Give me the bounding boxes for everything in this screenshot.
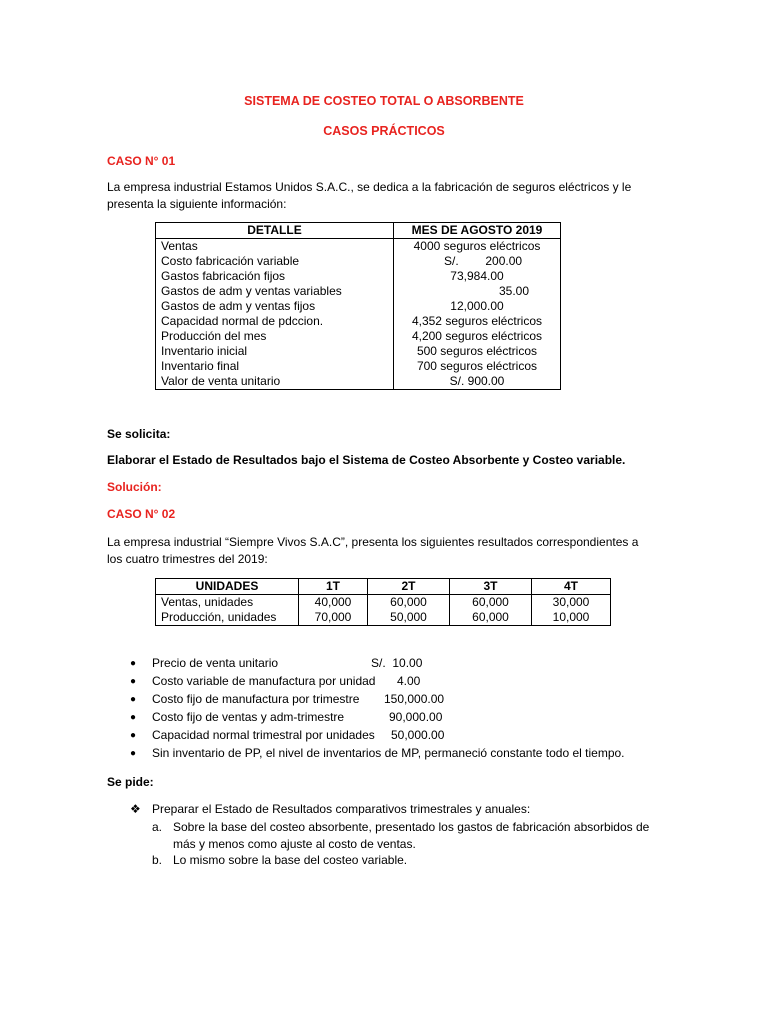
- table-cell: 60,000: [368, 595, 450, 611]
- table-cell: Costo fabricación variable: [156, 254, 394, 269]
- table-row: [156, 314, 561, 329]
- table-cell: 4,200 seguros eléctricos: [394, 329, 561, 344]
- table-cell: Ventas: [156, 239, 394, 255]
- table-row: [156, 254, 561, 269]
- sub-item-b: [152, 852, 672, 869]
- table-row: [156, 269, 561, 284]
- table-row: [156, 359, 561, 374]
- table-row: [156, 239, 561, 255]
- table-cell: 700 seguros eléctricos: [394, 359, 561, 374]
- table-cell: 4000 seguros eléctricos: [394, 239, 561, 255]
- caso2-intro: La empresa industrial “Siempre Vivos S.A.C”, presenta los siguientes resultados correspondientes a los cuatro trimestres del 2019:: [107, 535, 639, 566]
- list-item: [130, 673, 650, 690]
- list-item: [130, 691, 650, 708]
- bullet-value: 150,000.00: [384, 692, 445, 706]
- table-row: [156, 329, 561, 344]
- table-cell: 73,984.00: [394, 269, 561, 284]
- caso1-intro: La empresa industrial Estamos Unidos S.A.C., se dedica a la fabricación de seguros eléctricos y le presenta la siguiente información:: [107, 180, 632, 211]
- caso2-header-unidades: UNIDADES: [156, 579, 299, 595]
- list-item: [130, 745, 650, 762]
- table-cell: 40,000: [299, 595, 368, 611]
- se-pide-label: Se pide:: [107, 775, 154, 789]
- sub-item-a-marker: a.: [152, 820, 163, 834]
- bullet-icon: ●: [130, 694, 137, 705]
- bullet-icon: ●: [130, 676, 137, 687]
- table-cell: 4,352 seguros eléctricos: [394, 314, 561, 329]
- caso1-request: Elaborar el Estado de Resultados bajo el Sistema de Costeo Absorbente y Costeo variable.: [107, 453, 626, 467]
- se-solicita-label: Se solicita:: [107, 427, 171, 441]
- table-cell: Gastos de adm y ventas variables: [156, 284, 394, 299]
- table-cell: Ventas, unidades: [156, 595, 299, 611]
- table-cell: 60,000: [450, 595, 532, 611]
- bullet-label: Costo fijo de manufactura por trimestre: [152, 692, 360, 706]
- table-cell: Inventario final: [156, 359, 394, 374]
- sub-item-a-text: Sobre la base del costeo absorbente, presentado los gastos de fabricación absorbidos de más y menos como ajuste al costo de ventas.: [173, 820, 650, 851]
- table-row: [156, 284, 561, 299]
- bullet-icon: ●: [130, 730, 137, 741]
- diamond-item-text: Preparar el Estado de Resultados comparativos trimestrales y anuales:: [152, 802, 531, 816]
- table-cell: 60,000: [450, 610, 532, 626]
- table-row: [156, 610, 611, 626]
- table-row: [156, 344, 561, 359]
- caso2-header-1t: 1T: [299, 579, 368, 595]
- table-cell: Valor de venta unitario: [156, 374, 394, 390]
- caso2-table-header: [156, 579, 611, 595]
- table-cell: Producción del mes: [156, 329, 394, 344]
- table-cell: 10,000: [532, 610, 611, 626]
- diamond-bullet-icon: ❖: [130, 802, 141, 816]
- table-cell: 30,000: [532, 595, 611, 611]
- caso2-header-3t: 3T: [450, 579, 532, 595]
- table-row: [156, 595, 611, 611]
- bullet-value: 50,000.00: [391, 728, 445, 742]
- sub-item-b-text: Lo mismo sobre la base del costeo variable.: [173, 853, 408, 867]
- sub-item-b-marker: b.: [152, 853, 163, 867]
- table-cell: 50,000: [368, 610, 450, 626]
- table-cell: Gastos de adm y ventas fijos: [156, 299, 394, 314]
- bullet-label: Costo variable de manufactura por unidad: [152, 674, 376, 688]
- caso2-heading: CASO N° 02: [107, 507, 176, 521]
- table-row: [156, 299, 561, 314]
- bullet-icon: ●: [130, 658, 137, 669]
- caso2-header-2t: 2T: [368, 579, 450, 595]
- table-cell: 35.00: [394, 284, 561, 299]
- sub-item-a: [152, 819, 672, 853]
- table-cell: Capacidad normal de pdccion.: [156, 314, 394, 329]
- bullet-icon: ●: [130, 748, 137, 759]
- bullet-label: Costo fijo de ventas y adm-trimestre: [152, 710, 345, 724]
- document-title: SISTEMA DE COSTEO TOTAL O ABSORBENTE: [244, 94, 524, 108]
- table-cell: S/. 200.00: [394, 254, 561, 269]
- caso1-header-mes: MES DE AGOSTO 2019: [394, 223, 561, 239]
- bullet-label: Capacidad normal trimestral por unidades: [152, 728, 375, 742]
- caso1-header-detalle: DETALLE: [156, 223, 394, 239]
- document-subtitle: CASOS PRÁCTICOS: [323, 124, 445, 138]
- bullet-label: Precio de venta unitario: [152, 656, 279, 670]
- caso2-table: [155, 578, 611, 626]
- caso2-header-4t: 4T: [532, 579, 611, 595]
- bullet-icon: ●: [130, 712, 137, 723]
- table-row: [156, 374, 561, 390]
- bullet-label: Sin inventario de PP, el nivel de inventarios de MP, permaneció constante todo el tiempo.: [152, 746, 625, 760]
- caso1-heading: CASO N° 01: [107, 154, 176, 168]
- bullet-value: 4.00: [397, 674, 421, 688]
- table-cell: Producción, unidades: [156, 610, 299, 626]
- bullet-value: 90,000.00: [389, 710, 443, 724]
- caso1-table: [155, 222, 561, 390]
- solucion-label: Solución:: [107, 480, 162, 494]
- table-cell: Gastos fabricación fijos: [156, 269, 394, 284]
- list-item: [130, 655, 650, 672]
- table-cell: 70,000: [299, 610, 368, 626]
- table-cell: S/. 900.00: [394, 374, 561, 390]
- table-cell: Inventario inicial: [156, 344, 394, 359]
- list-item: [130, 727, 650, 744]
- caso1-table-header: [156, 223, 561, 239]
- list-item: [130, 709, 650, 726]
- bullet-value: S/. 10.00: [371, 656, 423, 670]
- table-cell: 12,000.00: [394, 299, 561, 314]
- table-cell: 500 seguros eléctricos: [394, 344, 561, 359]
